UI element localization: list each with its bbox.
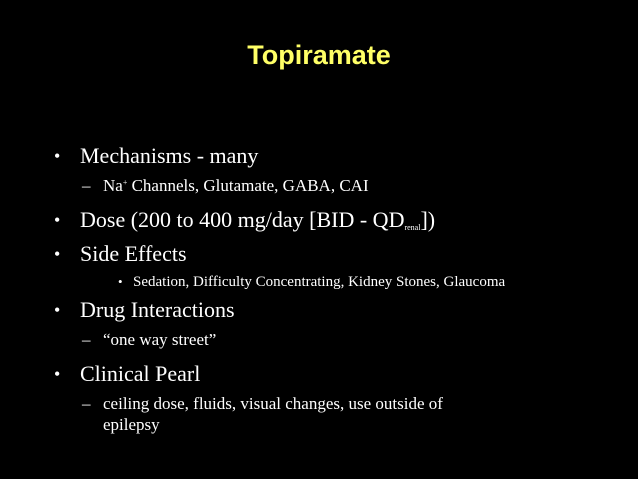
bullet-marker: • (54, 146, 61, 166)
bullet-side-effects-label: Side Effects (80, 241, 187, 266)
bullet-marker: • (118, 274, 123, 289)
bullet-mechanisms-label: Mechanisms - many (80, 143, 259, 168)
dash-marker: – (82, 176, 91, 195)
dash-marker: – (82, 394, 91, 413)
mechanism-list: Channels, Glutamate, GABA, CAI (127, 176, 369, 195)
bullet-dose-label (80, 209, 435, 232)
bullet-clinical-pearl-label: Clinical Pearl (80, 361, 201, 386)
bullet-drug-interactions-label: Drug Interactions (80, 297, 235, 322)
bullet-marker: • (54, 300, 61, 320)
bullet-marker: • (54, 244, 61, 264)
bullet-marker: • (54, 210, 61, 230)
slide-title: Topiramate (247, 40, 391, 70)
bullet-marker: • (54, 364, 61, 384)
sub-bullet-clinical-pearl-text: ceiling dose, fluids, visual changes, use outside of (103, 394, 443, 413)
dose-subscript: renal (404, 223, 421, 232)
dose-text: Dose (200 to 400 mg/day [BID - QD (80, 207, 405, 232)
sub-bullet-drug-interactions-text: “one way street” (103, 330, 217, 349)
sodium-charge: + (122, 178, 128, 187)
dash-marker: – (82, 330, 91, 349)
sub-bullet-clinical-pearl-text-2: epilepsy (103, 415, 160, 434)
sodium-label: Na (103, 176, 123, 195)
sub-bullet-mechanisms-text (103, 177, 369, 194)
sub-bullet-side-effects-text: Sedation, Difficulty Concentrating, Kidney Stones, Glaucoma (133, 274, 506, 290)
dose-text-end: ]) (420, 207, 436, 232)
